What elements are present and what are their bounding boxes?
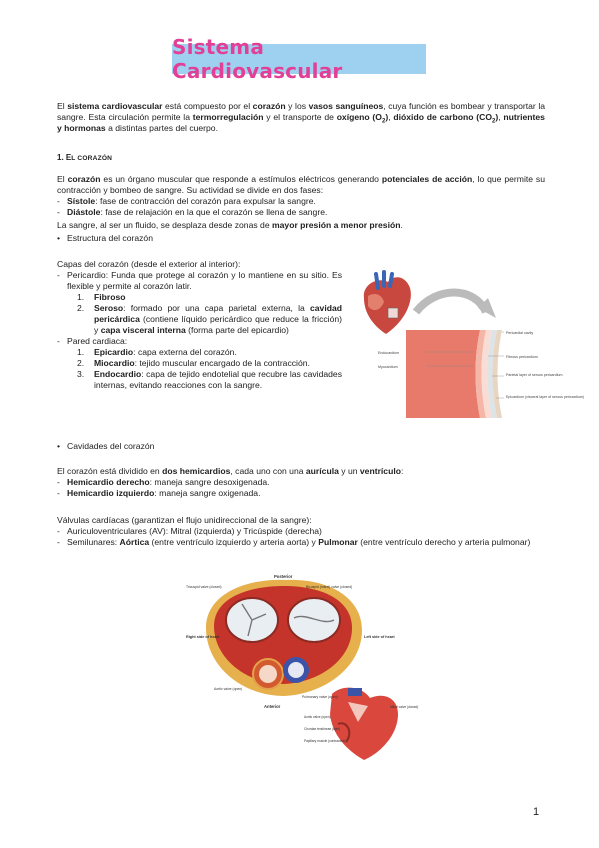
svg-text:Aortic valve (open): Aortic valve (open) (214, 687, 243, 691)
layers-intro: Capas del corazón (desde el exterior al interior): (57, 259, 241, 269)
heart-valves-figure (186, 574, 418, 764)
list-item: - Diástole: fase de relajación en la que el corazón se llena de sangre. (57, 207, 328, 217)
svg-text:Anterior: Anterior (264, 704, 281, 709)
svg-text:Myocardium: Myocardium (378, 365, 398, 369)
svg-text:Mitral valve (closed): Mitral valve (closed) (390, 705, 419, 709)
svg-text:Fibrous pericardium: Fibrous pericardium (506, 355, 538, 359)
svg-text:Right side of heart: Right side of heart (186, 635, 220, 639)
svg-text:Left side of heart: Left side of heart (364, 635, 395, 639)
svg-text:Pulmonary valve (open): Pulmonary valve (open) (302, 695, 338, 699)
list-item: - Hemicardio izquierdo: maneja sangre oxigenada. (57, 488, 261, 498)
heart-wall-figure (354, 268, 584, 432)
svg-text:Parietal layer of serous peric: Parietal layer of serous pericardium (506, 373, 563, 377)
svg-text:Tricuspid valve (closed): Tricuspid valve (closed) (186, 585, 222, 589)
mitral-valve-icon (288, 598, 340, 642)
svg-text:Chordae tendineae (tight): Chordae tendineae (tight) (304, 727, 341, 731)
svg-text:Posterior: Posterior (274, 574, 293, 579)
svg-text:Aortic valve (open): Aortic valve (open) (304, 715, 331, 719)
list-item: 2. Miocardio: tejido muscular encargado de la contracción. (77, 358, 310, 368)
list-item: 2. Seroso: formado por una capa parietal externa, la cavidad pericárdica (contiene líquido pericárdico que reduce la fricción) y capa visceral interna (forma parte del epicardio) (77, 303, 342, 335)
list-item: 1. Fibroso (77, 292, 126, 302)
valves-list (57, 526, 545, 548)
cavities-bullet: • Cavidades del corazón (57, 441, 155, 451)
heart-paragraph: El corazón es un órgano muscular que responde a estímulos eléctricos generando potenciales de acción, lo que permite su contracción y bombeo de sangre. Su actividad se divide en dos fases: (57, 174, 546, 195)
svg-text:Endocardium: Endocardium (378, 351, 400, 355)
list-item: - Pared cardiaca: (57, 336, 128, 346)
page-number: 1 (533, 806, 540, 818)
tricuspid-valve-icon (226, 598, 278, 642)
section-heading: 1. EL CORAZÓN (57, 153, 113, 162)
svg-text:Bicuspid (mitral) valve (close: Bicuspid (mitral) valve (closed) (306, 585, 353, 589)
pericardio-block (57, 270, 342, 391)
list-item: - Hemicardio derecho: maneja sangre desoxigenada. (57, 477, 270, 487)
list-item: 3. Endocardio: capa de tejido endotelial que recubre las cavidades internas, evitando reacciones con la sangre. (77, 369, 342, 390)
list-item: 1. Epicardio: capa externa del corazón. (77, 347, 237, 357)
list-item: - Semilunares: Aórtica (entre ventrículo izquierdo y arteria aorta) y Pulmonar (entre ventrículo derecho y arteria pulmonar) (57, 537, 531, 547)
phases-list (57, 196, 545, 218)
heart-cutaway-icon (330, 688, 398, 760)
structure-bullet: • Estructura del corazón (57, 233, 153, 243)
svg-text:Pericardial cavity: Pericardial cavity (506, 331, 534, 335)
svg-text:Papillary muscle (contracted): Papillary muscle (contracted) (304, 739, 346, 743)
intro-paragraph: El sistema cardiovascular está compuesto por el corazón y los vasos sanguíneos, cuya función es bombear y transportar la sangre. Esta circulación permite la termorregulación y el transporte de oxígeno $(O_2)$, dióxido de carbono $(CO_2)$, nutrientes y hormonas a distintas partes del cuerpo. (57, 101, 546, 133)
title-banner (172, 35, 426, 83)
list-item: - Sístole: fase de contracción del corazón para expulsar la sangre. (57, 196, 316, 206)
list-item: - Auriculoventriculares (AV): Mitral (izquierda) y Tricúspide (derecha) (57, 526, 322, 536)
heart-icon (364, 272, 411, 334)
hemicardios-paragraph: El corazón está dividido en dos hemicardios, cada uno con una aurícula y un ventrículo: (57, 466, 404, 476)
svg-text:Epicardium (visceral layer of: Epicardium (visceral layer of serous pericardium) (506, 395, 584, 399)
valves-intro: Válvulas cardíacas (garantizan el flujo unidireccional de la sangre): (57, 515, 312, 525)
pressure-paragraph: La sangre, al ser un fluido, se desplaza desde zonas de mayor presión a menor presión. (57, 220, 403, 230)
hemi-list (57, 477, 545, 499)
page-title: Sistema Cardiovascular (172, 35, 343, 83)
list-item: - Pericardio: Funda que protege al corazón y lo mantiene en su sitio. Es flexible y permite al corazón latir. (57, 270, 342, 291)
